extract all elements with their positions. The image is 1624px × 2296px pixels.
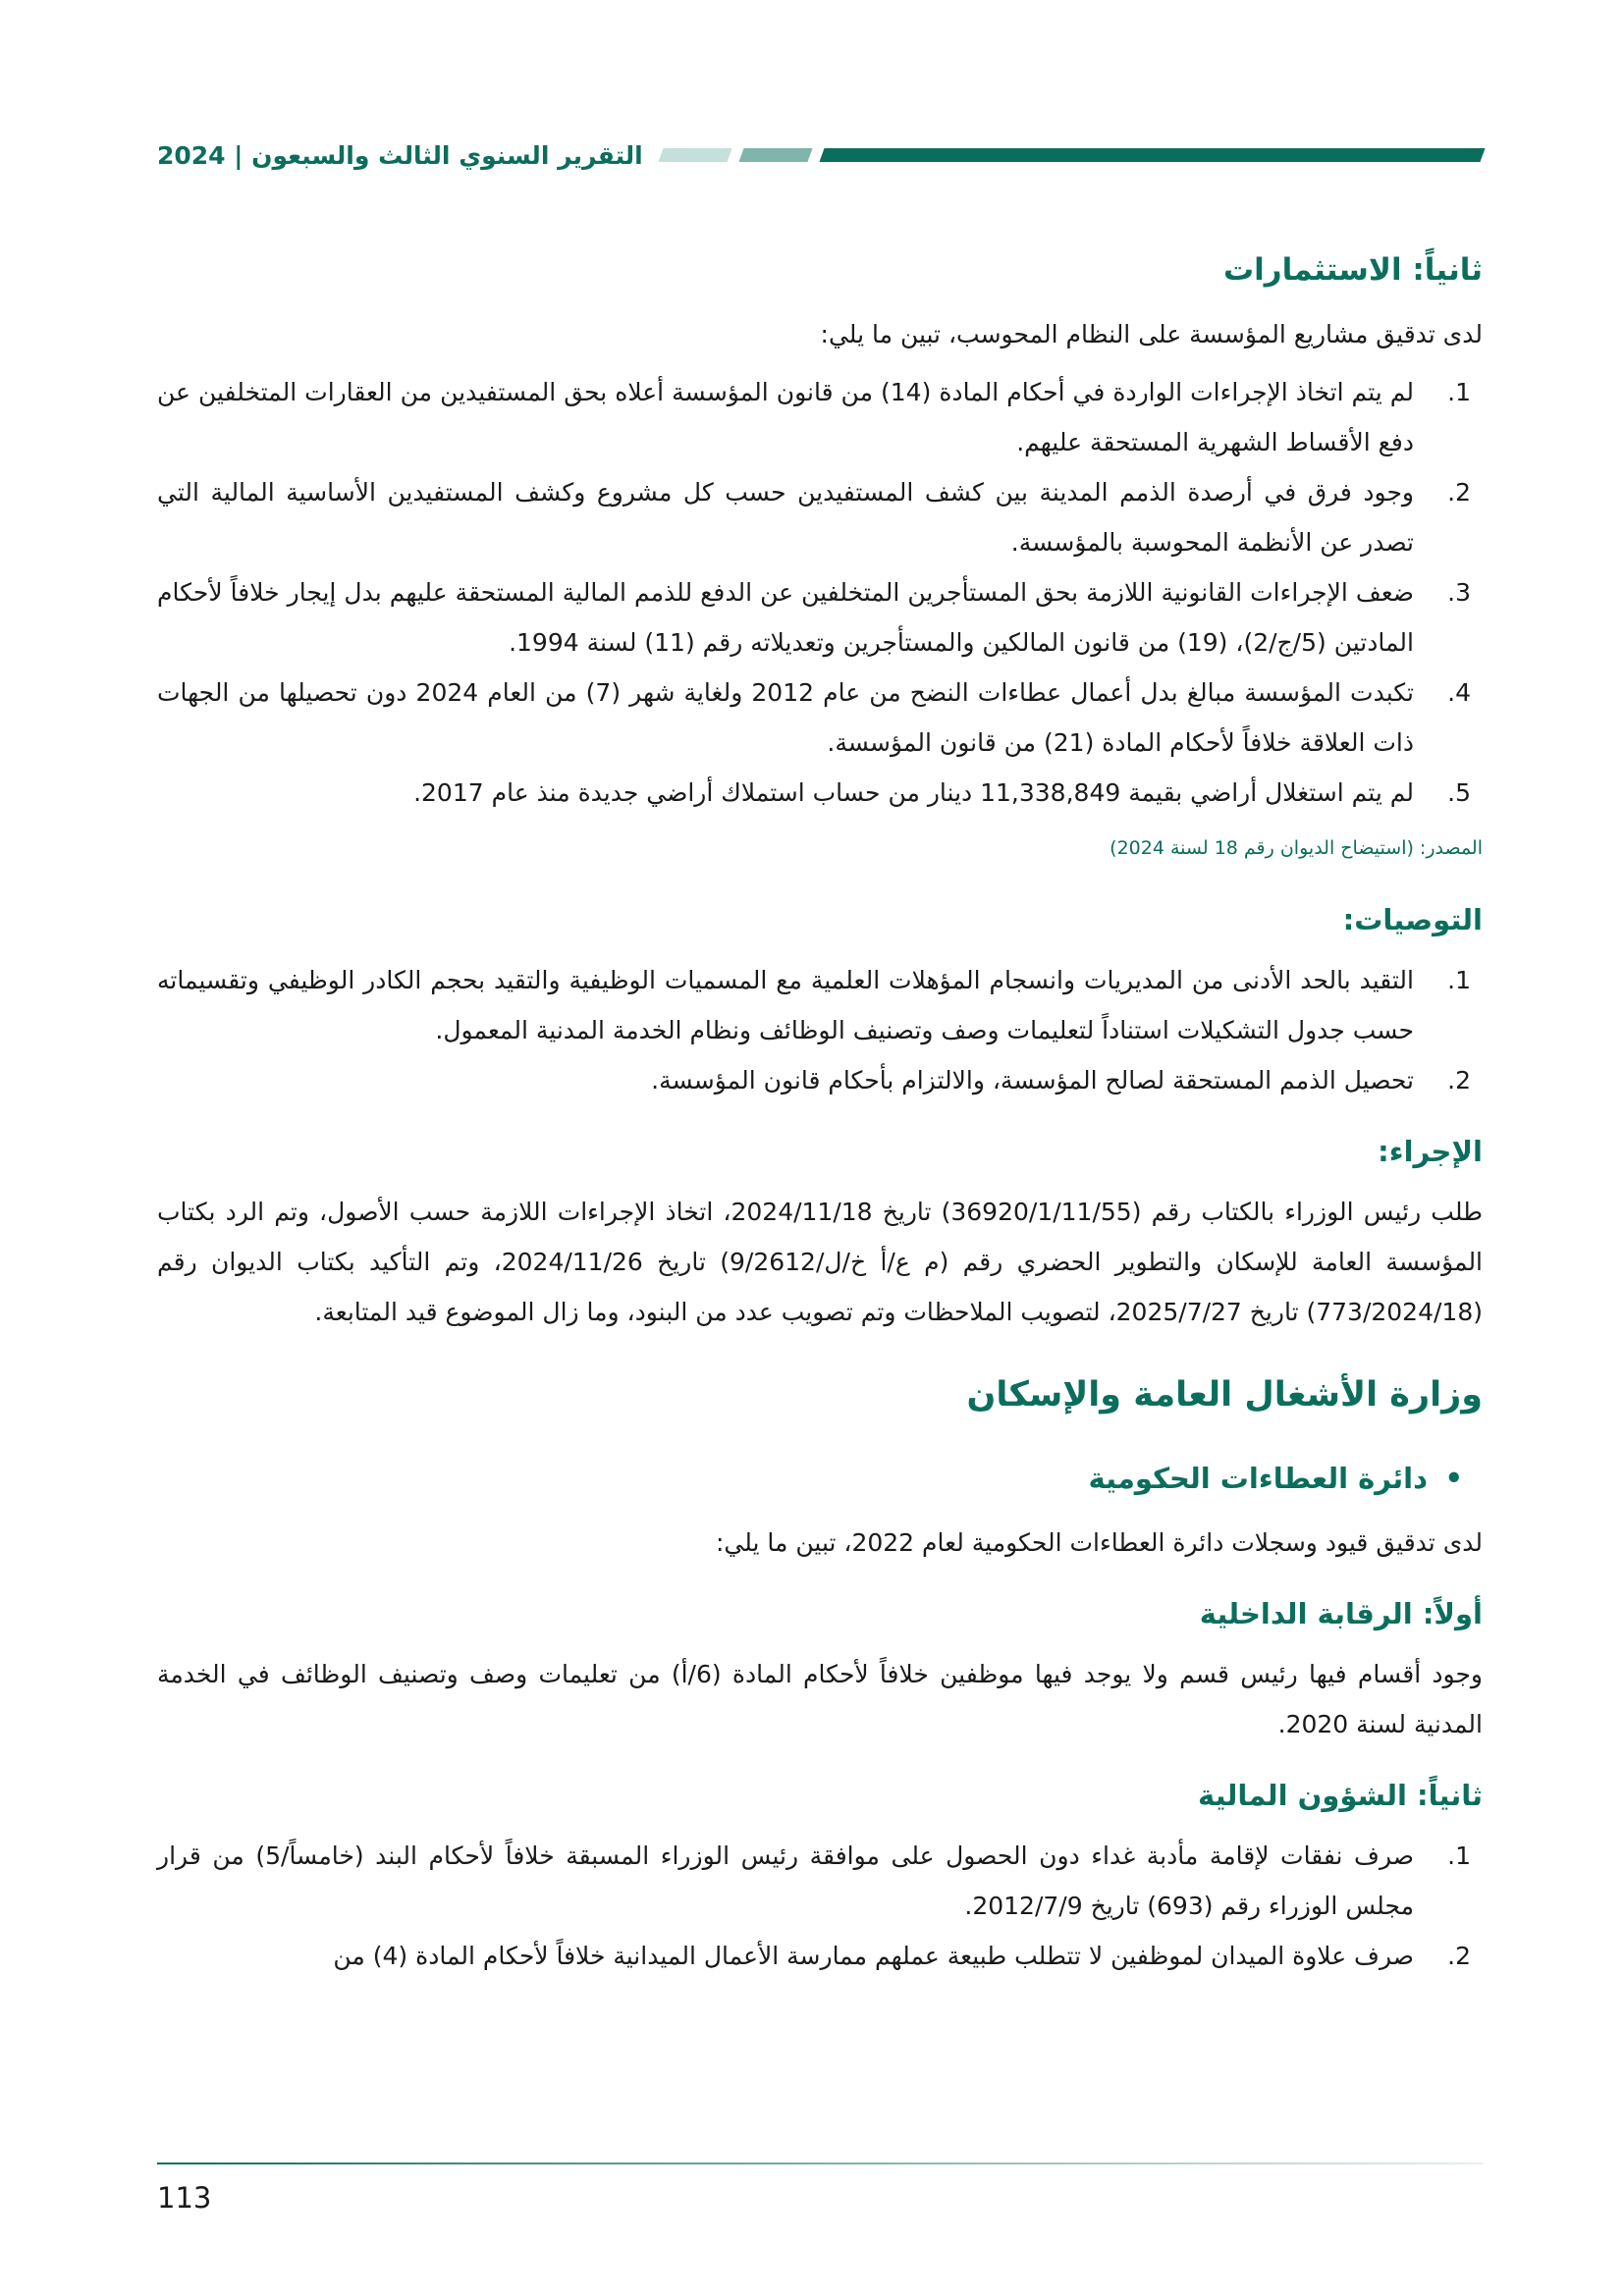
item-number: 2. <box>1447 1066 1471 1095</box>
item-number: 1. <box>1447 966 1471 994</box>
action-text: طلب رئيس الوزراء بالكتاب رقم (36920/1/11/55) تاريخ 2024/11/18، اتخاذ الإجراءات اللازمة حسب الأصول، وتم الرد بكتاب المؤسسة العامة للإسكان والتطوير الحضري رقم (م ع/أ خ/ل/9/2612) تاريخ 2024/11/26، وتم التأكيد بكتاب الديوان رقم (773/2024/18) تاريخ 2025/7/27، لتصويب الملاحظات وتم تصويب عدد من البنود، وما زال الموضوع قيد المتابعة. <box>157 1198 1484 1326</box>
list-item <box>157 667 1483 768</box>
findings-list <box>157 367 1483 818</box>
recommendations-title: التوصيات: <box>1342 903 1483 936</box>
internal-control-text: وجود أقسام فيها رئيس قسم ولا يوجد فيها موظفين خلافاً لأحكام المادة (6/أ) من تعليمات وصف وتصنيف الوظائف في الخدمة المدنية لسنة 2020. <box>157 1660 1483 1738</box>
header-bar-dark <box>819 148 1485 162</box>
list-item <box>157 367 1483 467</box>
department-intro: لدى تدقيق قيود وسجلات دائرة العطاءات الحكومية لعام 2022، تبين ما يلي: <box>715 1528 1483 1557</box>
recommendations-list <box>157 955 1483 1105</box>
item-number: 3. <box>1447 578 1471 607</box>
item-text: ضعف الإجراءات القانونية اللازمة بحق المستأجرين المتخلفين عن الدفع للذمم المالية المستحقة عليهم بدل إيجار خلافاً لأحكام المادتين (5/ج/2)، (19) من قانون المالكين والمستأجرين وتعديلاته رقم (11) لسنة 1994. <box>157 578 1414 657</box>
header-bar-mid <box>738 148 812 162</box>
list-item <box>157 1931 1483 1981</box>
item-number: 4. <box>1447 678 1471 707</box>
page-content <box>157 245 1483 1981</box>
list-item <box>157 567 1483 667</box>
list-item <box>157 1055 1483 1105</box>
item-text: تكبدت المؤسسة مبالغ بدل أعمال عطاءات النضح من عام 2012 ولغاية شهر (7) من العام 2024 دون تحصيلها من الجهات ذات العلاقة خلافاً لأحكام المادة (21) من قانون المؤسسة. <box>157 678 1414 757</box>
item-text: صرف نفقات لإقامة مأدبة غداء دون الحصول على موافقة رئيس الوزراء المسبقة خلافاً لأحكام البند (خامساً/5) من قرار مجلس الوزراء رقم (693) تاريخ 2012/7/9. <box>157 1842 1414 1920</box>
list-item <box>157 768 1483 818</box>
section-title-investments: ثانياً: الاستثمارات <box>1223 252 1483 288</box>
item-text: صرف علاوة الميدان لموظفين لا تتطلب طبيعة عملهم ممارسة الأعمال الميدانية خلافاً لأحكام المادة (4) من <box>333 1942 1414 1970</box>
list-item <box>157 955 1483 1055</box>
list-item <box>157 1831 1483 1931</box>
page-header <box>157 137 1483 173</box>
report-title: التقرير السنوي الثالث والسبعون | 2024 <box>157 140 643 170</box>
item-number: 2. <box>1447 478 1471 507</box>
ministry-title: وزارة الأشغال العامة والإسكان <box>966 1375 1483 1415</box>
action-title: الإجراء: <box>1378 1135 1483 1168</box>
item-text: لم يتم اتخاذ الإجراءات الواردة في أحكام المادة (14) من قانون المؤسسة أعلاه بحق المستفيدين من العقارات المتخلفين عن دفع الأقساط الشهرية المستحقة عليهم. <box>157 378 1414 456</box>
item-number: 1. <box>1447 1842 1471 1870</box>
item-text: لم يتم استغلال أراضي بقيمة 11,338,849 دينار من حساب استملاك أراضي جديدة منذ عام 2017. <box>413 778 1414 807</box>
footer-divider <box>157 2163 1483 2164</box>
item-text: تحصيل الذمم المستحقة لصالح المؤسسة، والالتزام بأحكام قانون المؤسسة. <box>651 1066 1414 1095</box>
section-intro: لدى تدقيق مشاريع المؤسسة على النظام المحوسب، تبين ما يلي: <box>820 320 1483 348</box>
financial-list <box>157 1831 1483 1981</box>
internal-control-title: أولاً: الرقابة الداخلية <box>1199 1597 1483 1630</box>
item-number: 5. <box>1447 778 1471 807</box>
item-text: وجود فرق في أرصدة الذمم المدينة بين كشف المستفيدين حسب كل مشروع وكشف المستفيدين الأساسية المالية التي تصدر عن الأنظمة المحوسبة بالمؤسسة. <box>157 478 1414 557</box>
source-note: المصدر: (استيضاح الديوان رقم 18 لسنة 2024) <box>1110 837 1483 859</box>
financial-affairs-title: ثانياً: الشؤون المالية <box>1198 1779 1483 1812</box>
item-text: التقيد بالحد الأدنى من المديريات وانسجام المؤهلات العلمية مع المسميات الوظيفية والتقيد بحجم الكادر الوظيفي وتقسيماته حسب جدول التشكيلات استناداً لتعليمات وصف وتصنيف الوظائف ونظام الخدمة المدنية المعمول. <box>157 966 1414 1044</box>
page-number: 113 <box>157 2181 212 2215</box>
list-item <box>157 467 1483 567</box>
item-number: 2. <box>1447 1942 1471 1970</box>
department-heading: • دائرة العطاءات الحكومية <box>157 1454 1483 1504</box>
header-decorative-bars <box>661 148 1483 162</box>
item-number: 1. <box>1447 378 1471 406</box>
header-bar-light <box>658 148 731 162</box>
